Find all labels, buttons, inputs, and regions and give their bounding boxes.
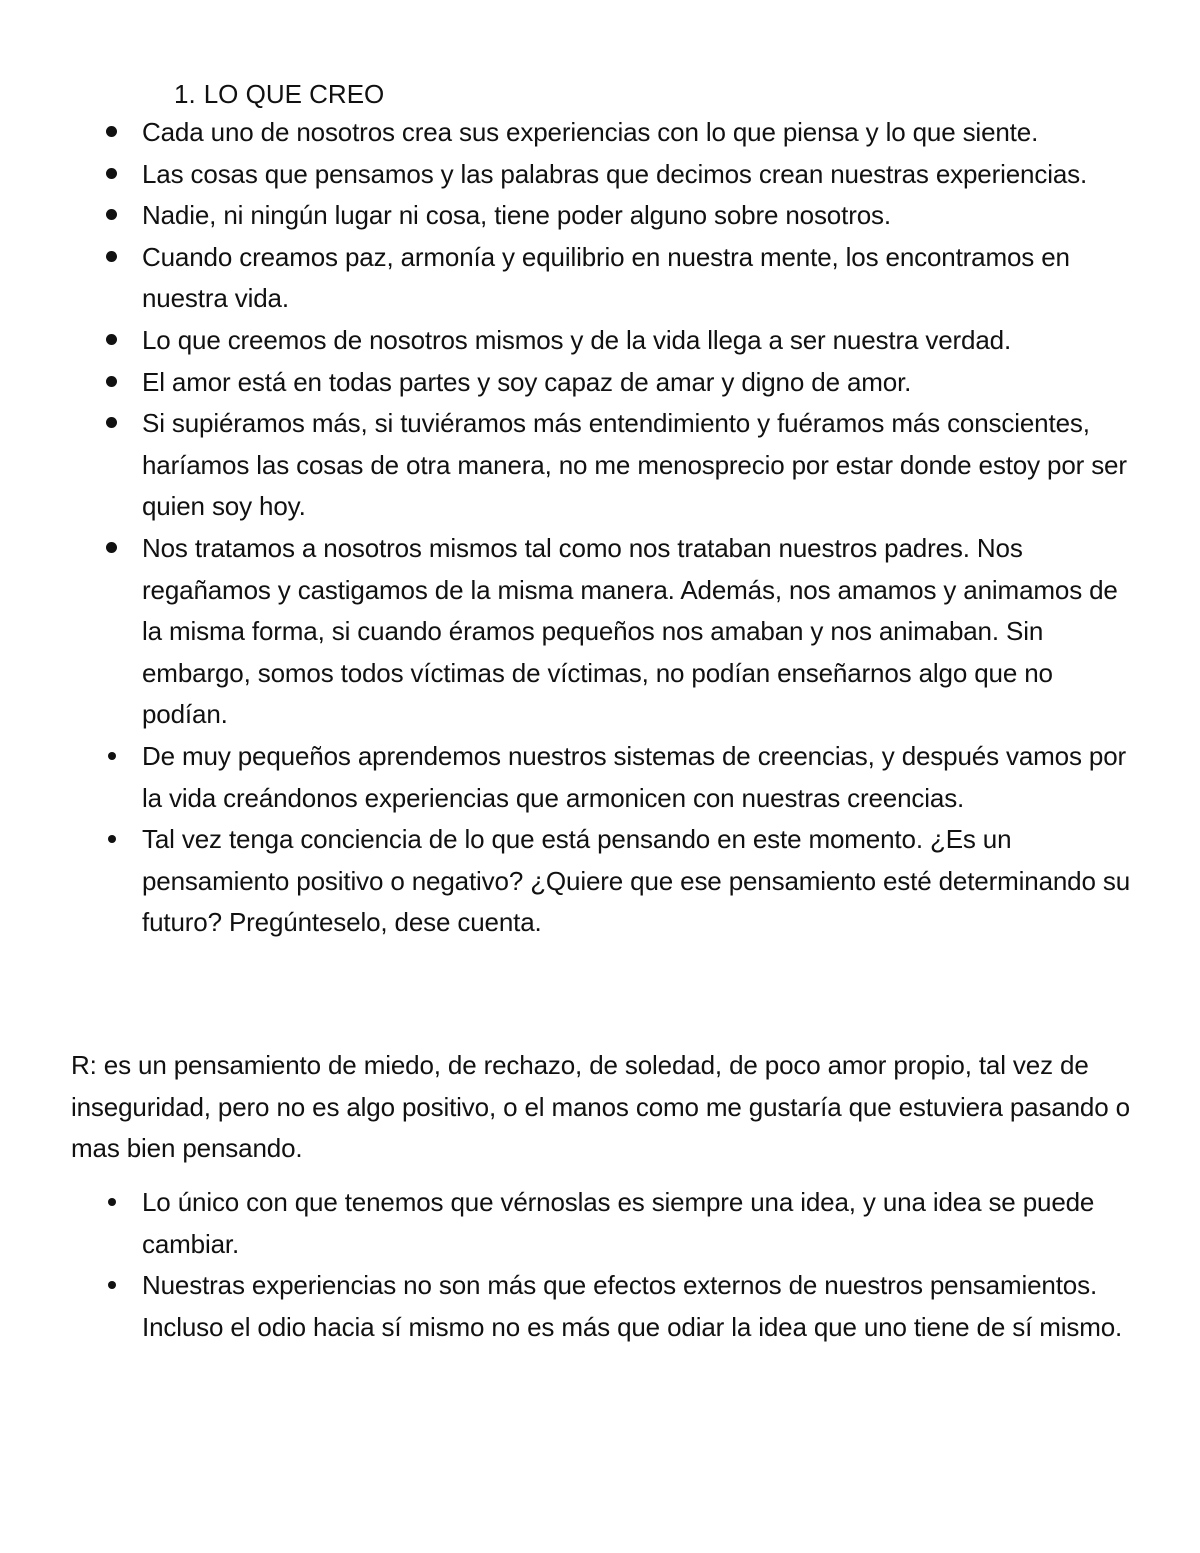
list-item	[0, 403, 1137, 528]
list-item-text: Tal vez tenga conciencia de lo que está pensando en este momento. ¿Es un pensamiento positivo o negativo? ¿Quiere que ese pensamiento esté determinando su futuro? Pregúnteselo, dese cuenta.	[142, 824, 1131, 938]
bullet-icon	[106, 251, 117, 262]
list-item-text: Nuestras experiencias no son más que efectos externos de nuestros pensamientos. Incluso el odio hacia sí mismo no es más que odiar la idea que uno tiene de sí mismo.	[142, 1270, 1123, 1342]
heading-number: 1.	[174, 79, 196, 109]
list-item-text: Lo único con que tenemos que vérnoslas es siempre una idea, y una idea se puede cambiar.	[142, 1187, 1095, 1259]
list-item	[0, 112, 1137, 154]
list-item	[0, 1265, 1137, 1348]
list-item-text: Cada uno de nosotros crea sus experiencias con lo que piensa y lo que siente.	[142, 117, 1039, 147]
heading-title: LO QUE CREO	[203, 79, 385, 109]
section-heading	[174, 74, 384, 115]
beliefs-list	[0, 112, 1200, 944]
bullet-icon	[106, 168, 117, 179]
list-item	[0, 154, 1137, 196]
list-item	[0, 362, 1137, 404]
list-item-text: Nadie, ni ningún lugar ni cosa, tiene poder alguno sobre nosotros.	[142, 200, 891, 231]
list-item-text: El amor está en todas partes y soy capaz de amar y digno de amor.	[142, 366, 912, 397]
list-item	[0, 736, 1137, 819]
bullet-icon	[106, 542, 117, 553]
bullet-icon	[106, 376, 117, 387]
list-item-text: Las cosas que pensamos y las palabras que decimos crean nuestras experiencias.	[142, 158, 1088, 189]
beliefs-list-continued	[0, 1182, 1200, 1348]
list-item-text: Cuando creamos paz, armonía y equilibrio en nuestra mente, los encontramos en nuestra vida.	[142, 241, 1070, 314]
bullet-icon	[106, 417, 117, 428]
list-item	[0, 195, 1137, 237]
bullet-icon	[106, 209, 117, 220]
list-item	[0, 819, 1137, 944]
bullet-icon	[106, 334, 117, 345]
bullet-icon	[108, 752, 116, 760]
bullet-icon	[108, 1281, 116, 1289]
list-item	[0, 1182, 1137, 1265]
bullet-icon	[106, 126, 117, 137]
bullet-icon	[108, 1198, 116, 1206]
list-item-text: De muy pequeños aprendemos nuestros sistemas de creencias, y después vamos por la vida creándonos experiencias que armonicen con nuestras creencias.	[142, 740, 1127, 813]
list-item-text: Si supiéramos más, si tuviéramos más entendimiento y fuéramos más conscientes, haríamos las cosas de otra manera, no me menosprecio por estar donde estoy por ser quien soy hoy.	[142, 408, 1127, 522]
list-item-text: Nos tratamos a nosotros mismos tal como nos trataban nuestros padres. Nos regañamos y castigamos de la misma manera. Además, nos amamos y animamos de la misma forma, si cuando éramos pequeños nos amaban y nos animaban. Sin embargo, somos todos víctimas de víctimas, no podían enseñarnos algo que no podían.	[142, 532, 1118, 730]
list-item-text: Lo que creemos de nosotros mismos y de la vida llega a ser nuestra verdad.	[142, 324, 1012, 355]
list-item	[0, 320, 1137, 362]
answer-paragraph: R: es un pensamiento de miedo, de rechazo, de soledad, de poco amor propio, tal vez de inseguridad, pero no es algo positivo, o el manos como me gustaría que estuviera pasando o mas bien pensando.	[71, 1050, 1130, 1164]
list-item	[0, 237, 1137, 320]
bullet-icon	[108, 835, 116, 843]
list-item	[0, 528, 1137, 736]
